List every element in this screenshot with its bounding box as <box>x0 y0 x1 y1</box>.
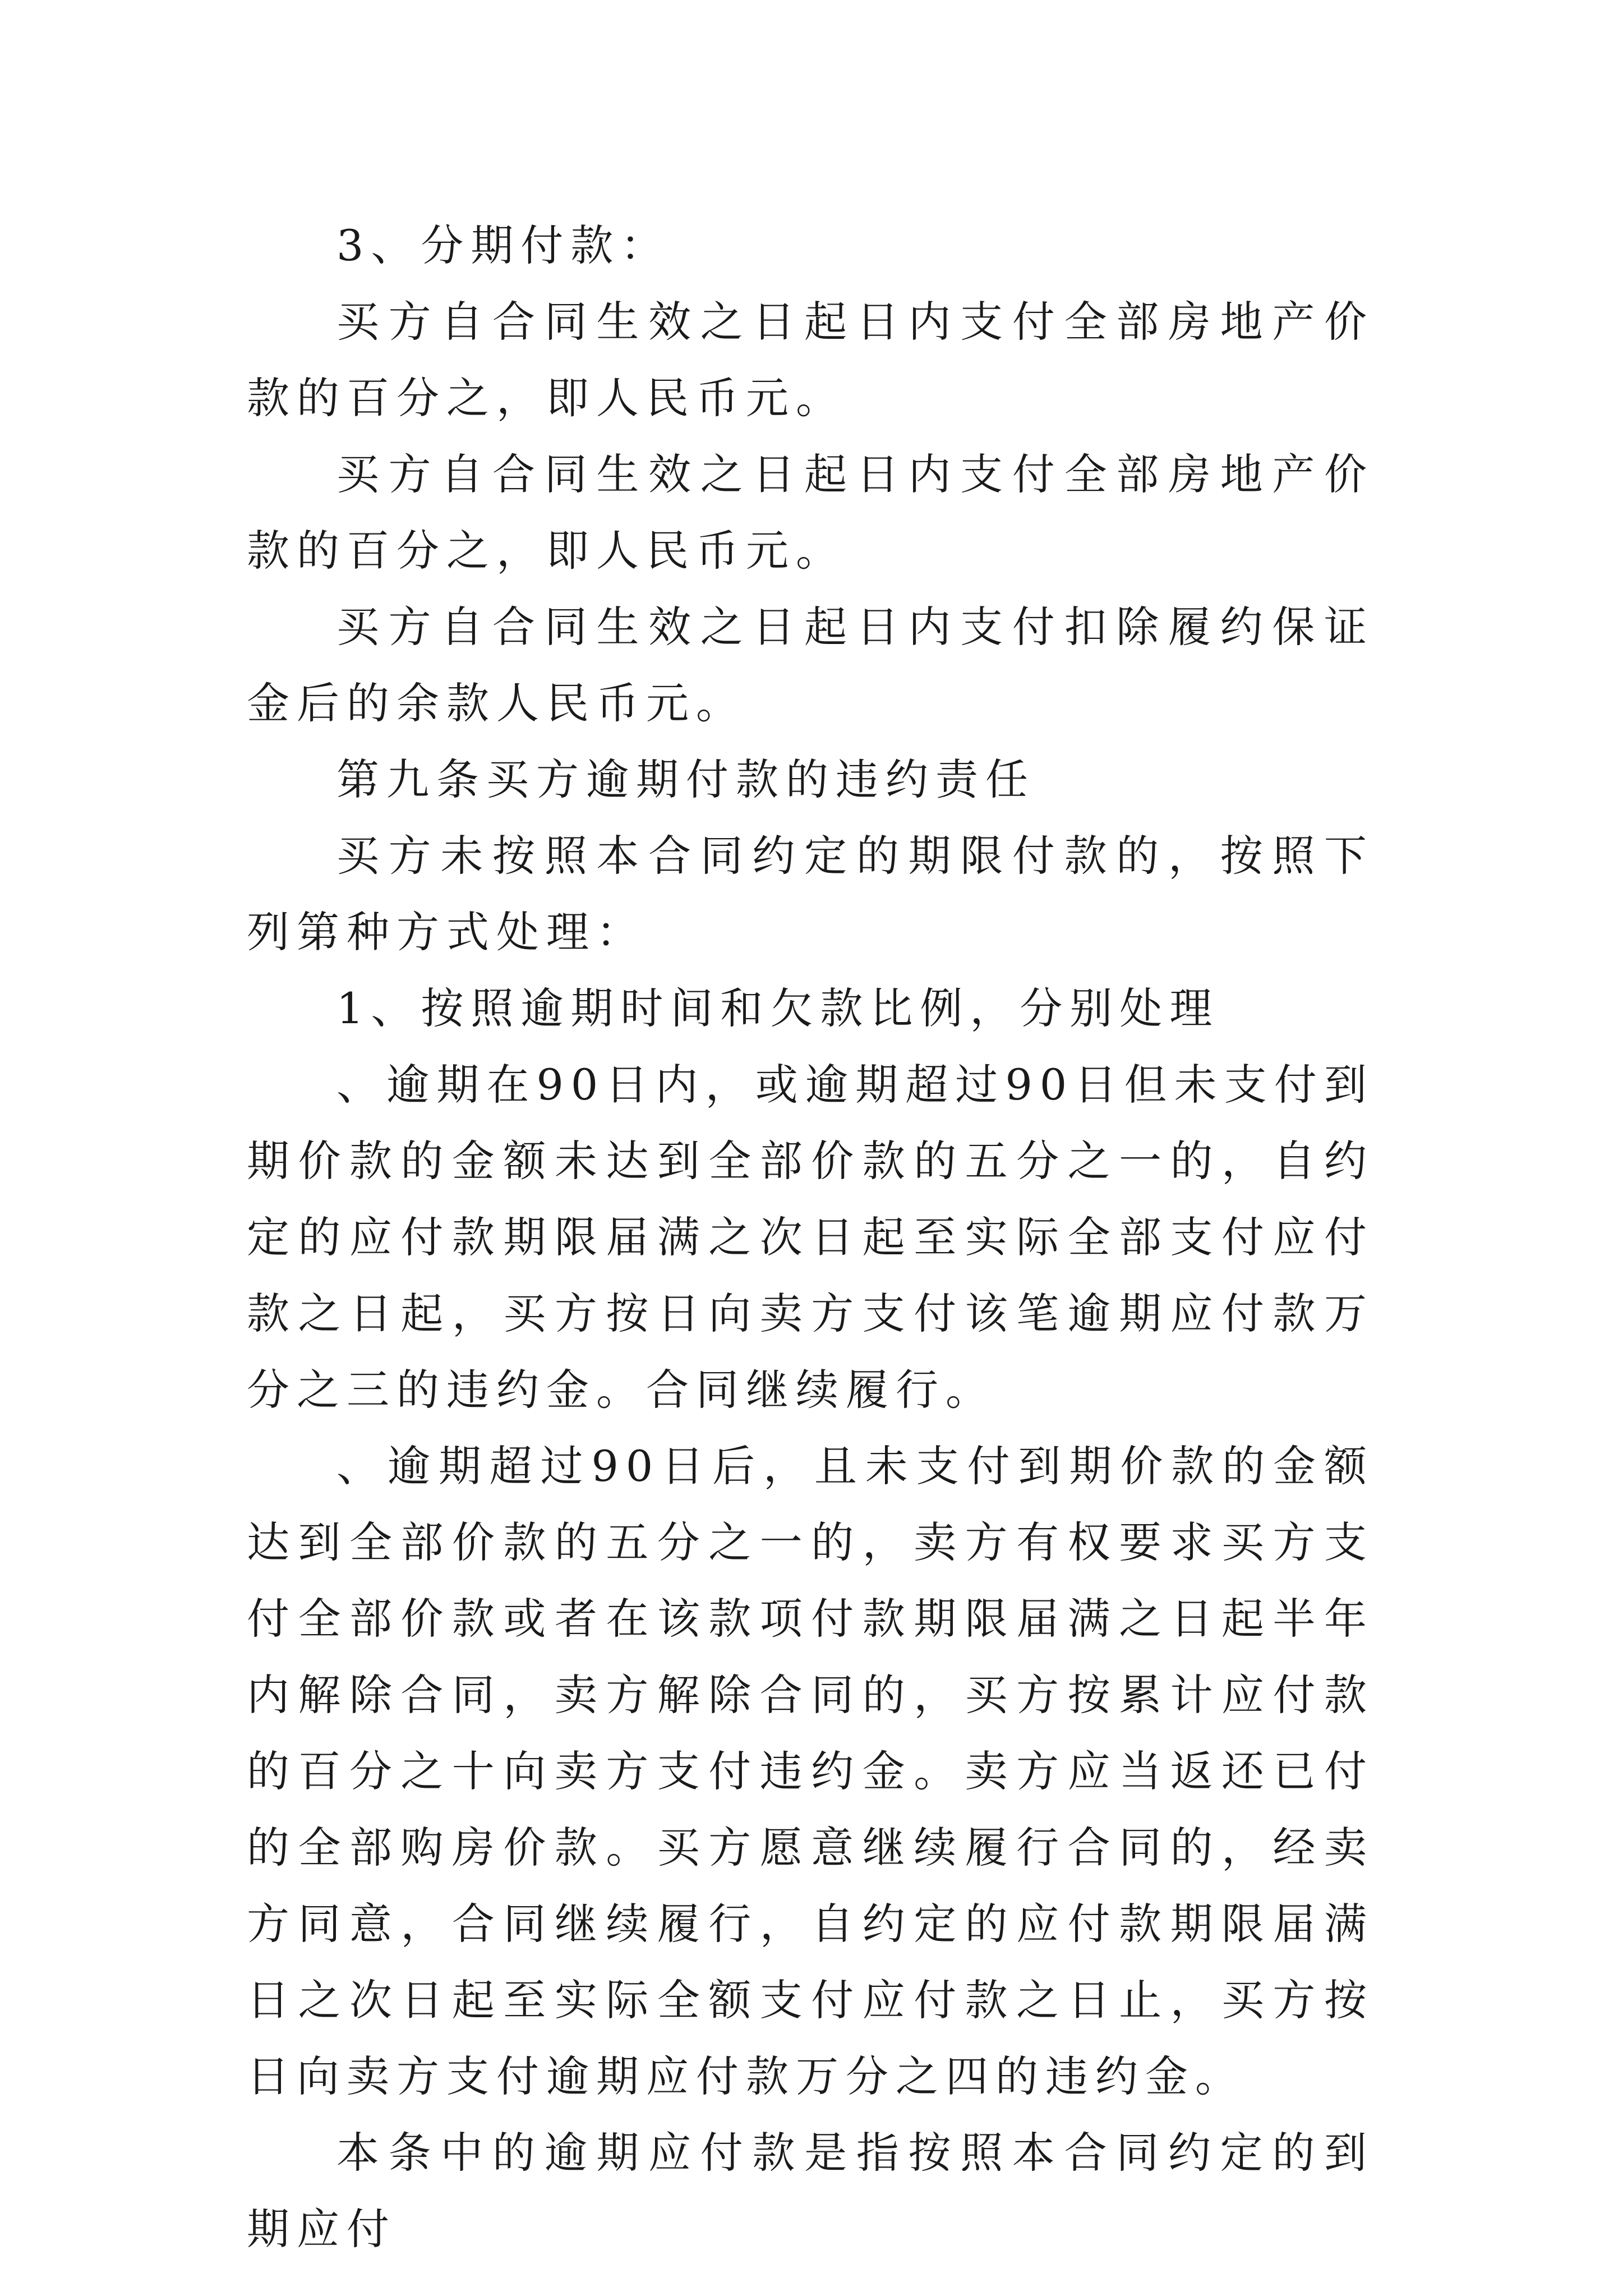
document-body <box>247 208 1374 2267</box>
article-nine-title: 第九条买方逾期付款的违约责任 <box>336 754 1035 804</box>
paragraph-late-payment-option-1: 1、按照逾期时间和欠款比例，分别处理 <box>336 983 1220 1033</box>
paragraph-late-payment-intro: 买方未按照本合同约定的期限付款的，按照下列第种方式处理： <box>247 831 1374 957</box>
paragraph-over-90-days: 、逾期超过90日后，且未支付到期价款的金额达到全部价款的五分之一的，卖方有权要求买方支付全部价款或者在该款项付款期限届满之日起半年内解除合同，卖方解除合同的，买方按累计应付款的百分之十向卖方支付违约金。卖方应当返还已付的全部购房价款。买方愿意继续履行合同的，经卖方同意，合同继续履行，自约定的应付款期限届满日之次日起至实际全额支付应付款之日止，买方按日向卖方支付逾期应付款万分之四的违约金。 <box>247 1441 1374 2101</box>
paragraph-installment-heading: 3、分期付款： <box>336 220 671 270</box>
paragraph-installment-second: 买方自合同生效之日起日内支付全部房地产价款的百分之，即人民币元。 <box>247 449 1374 576</box>
paragraph-installment-first: 买方自合同生效之日起日内支付全部房地产价款的百分之，即人民币元。 <box>247 297 1374 423</box>
paragraph-within-90-days: 、逾期在90日内，或逾期超过90日但未支付到期价款的金额未达到全部价款的五分之一的，自约定的应付款期限届满之次日起至实际全部支付应付款之日起，买方按日向卖方支付该笔逾期应付款万分之三的违约金。合同继续履行。 <box>247 1060 1374 1415</box>
paragraph-overdue-definition: 本条中的逾期应付款是指按照本合同约定的到期应付 <box>247 2128 1374 2254</box>
paragraph-installment-balance: 买方自合同生效之日起日内支付扣除履约保证金后的余款人民币元。 <box>247 602 1374 728</box>
